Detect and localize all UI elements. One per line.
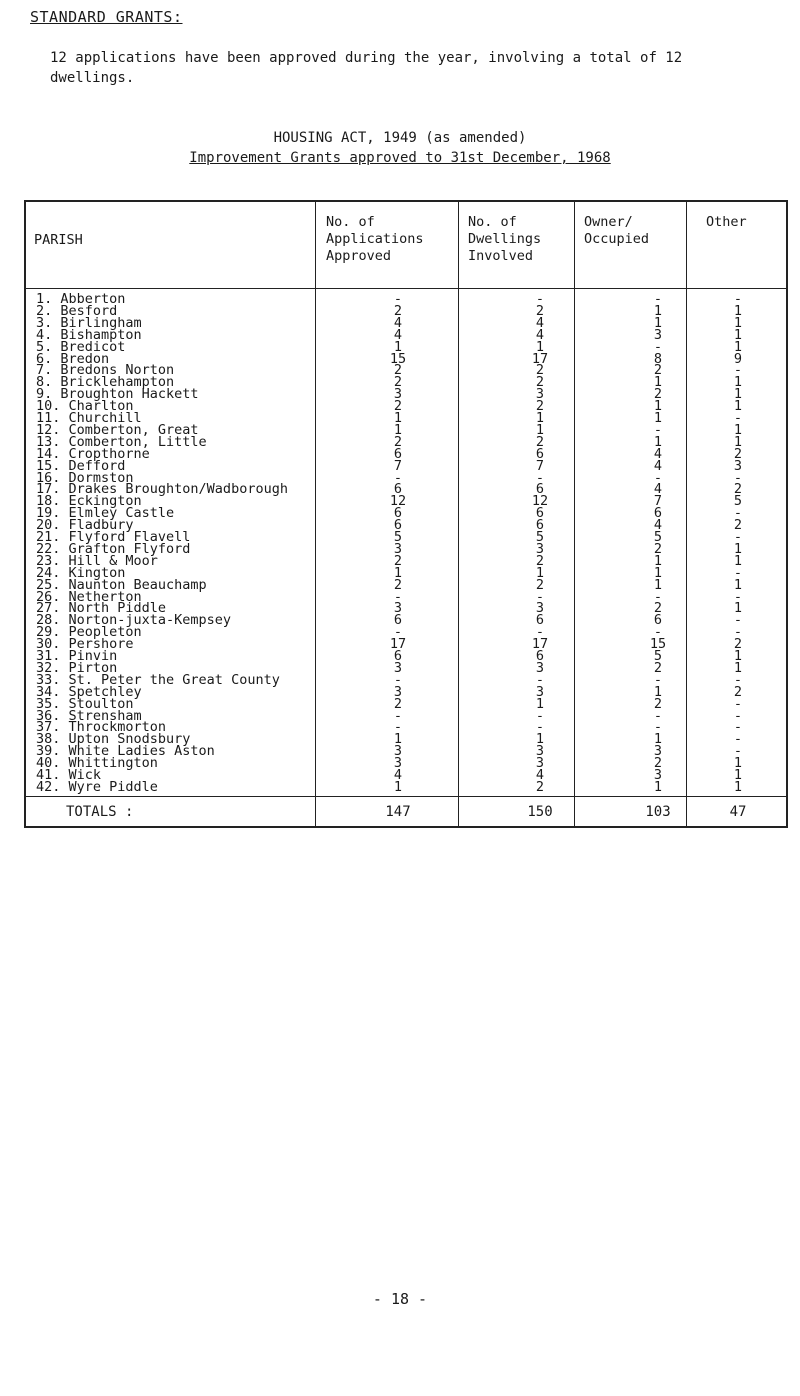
applications-cell: 6 [393,612,403,629]
dwellings-cell: 3 [535,683,545,700]
dwellings-cell: 3 [535,743,545,760]
parish-name: 32. Pirton [36,659,118,676]
owner-occupied-cell: 6 [653,505,663,522]
dwellings-cell: 2 [535,302,545,319]
owner-occupied-cell: 5 [653,648,663,664]
other-cell: - [733,743,743,760]
owner-occupied-cell: - [653,291,663,307]
other-cell: - [733,731,743,748]
page-number: - 18 - [372,1290,428,1308]
other-cell: 1 [733,540,743,557]
owner-occupied-cell: 5 [653,529,663,545]
other-cell: - [733,624,743,641]
other-cell: 1 [733,767,743,783]
applications-cell: 3 [393,540,403,557]
owner-occupied-cell: 8 [653,350,663,367]
owner-occupied-cell: 2 [653,540,663,557]
parish-name: 30. Pershore [36,636,134,653]
parish-name: 27. North Piddle [36,600,167,617]
header-owner [584,214,649,248]
other-cell: 1 [733,314,743,331]
grants-table [24,200,788,828]
parish-name: 19. Elmley Castle [36,505,175,522]
parish-name: 23. Hill & Moor [36,552,158,569]
dwellings-cell: 3 [535,540,545,557]
dwellings-cell: 17 [531,350,549,367]
owner-occupied-cell: 1 [653,731,663,748]
applications-cell: 1 [393,410,403,426]
other-cell: 1 [733,778,743,795]
applications-cell: 2 [393,576,403,593]
totals-other: 47 [729,804,747,820]
header-applications-line: Approved [326,248,392,264]
owner-occupied-cell: 1 [653,314,663,331]
header-dwellings-line: Dwellings [468,231,542,247]
owner-occupied-cell: 2 [653,755,663,772]
owner-occupied-cell: - [653,421,663,438]
parish-name: 39. White Ladies Aston [36,743,215,760]
dwellings-cell: 6 [535,517,545,534]
other-cell: - [733,588,743,605]
applications-cell: 12 [389,493,407,510]
totals-label: TOTALS : [66,804,134,820]
dwellings-cell: 3 [535,755,545,772]
parish-name: 16. Dormston [36,469,134,486]
applications-cell: - [393,469,403,486]
applications-cell: 2 [393,695,403,712]
parish-name: 25. Naunton Beauchamp [36,576,207,593]
dwellings-cell: 3 [535,659,545,676]
applications-cell: 3 [393,386,403,403]
owner-occupied-cell: - [653,338,663,355]
parish-name: 9. Broughton Hackett [36,386,199,403]
applications-cell: 4 [393,767,403,783]
applications-cell: 5 [393,529,403,545]
dwellings-cell: 1 [535,421,545,438]
applications-cell: - [393,707,403,724]
applications-cell: 7 [393,457,403,474]
dwellings-cell: 4 [535,767,545,783]
other-cell: 1 [733,552,743,569]
dwellings-cell: 6 [535,445,545,462]
dwellings-cell: 6 [535,481,545,498]
other-cell: 2 [733,683,743,700]
dwellings-cell: 7 [535,457,545,474]
totals-dwellings: 150 [527,804,553,820]
applications-cell: 1 [393,564,403,581]
other-cell: - [733,564,743,581]
parish-name: 29. Peopleton [36,624,142,641]
other-cell: 1 [733,600,743,617]
other-cell: - [733,695,743,712]
dwellings-cell: 6 [535,612,545,629]
other-cell: 5 [733,493,743,510]
parish-name: 24. Kington [36,564,126,581]
header-applications-line: No. of [326,214,375,230]
dwellings-cell: 2 [535,398,545,415]
dwellings-cell: 1 [535,338,545,355]
applications-cell: 6 [393,481,403,498]
dwellings-cell: 3 [535,600,545,617]
parish-name: 21. Flyford Flavell [36,529,191,545]
other-cell: - [733,671,743,688]
parish-name: 26. Netherton [36,588,142,605]
applications-cell: 3 [393,683,403,700]
intro-paragraph: 12 applications have been approved during the year, involving a total of 12 dwellings. [50,50,683,86]
owner-occupied-cell: 2 [653,659,663,676]
owner-occupied-cell: 4 [653,517,663,534]
header-owner-line: Occupied [584,231,650,247]
table-subtitle-text: Improvement Grants approved to 31st December, 1968 [189,150,611,166]
applications-cell: 3 [393,743,403,760]
dwellings-cell: - [535,671,545,688]
parish-name: 15. Defford [36,457,126,474]
dwellings-cell: 2 [535,778,545,795]
parish-name: 11. Churchill [36,410,142,426]
other-cell: 9 [733,350,743,367]
other-cell: 1 [733,755,743,772]
applications-cell: 3 [393,755,403,772]
other-cell: 1 [733,386,743,403]
parish-name: 37. Throckmorton [36,719,167,736]
other-cell: 1 [733,648,743,664]
totals-rule [26,796,786,797]
dwellings-cell: 2 [535,576,545,593]
other-cell: 1 [733,576,743,593]
table-row [26,648,786,664]
parish-name: 2. Besford [36,302,118,319]
table-row [26,505,786,522]
other-cell: - [733,719,743,736]
table-row [26,457,786,474]
header-dwellings [468,214,541,265]
dwellings-cell: - [535,469,545,486]
other-cell: - [733,529,743,545]
applications-cell: 1 [393,731,403,748]
table-row [26,386,786,403]
dwellings-cell: 2 [535,433,545,450]
parish-name: 36. Strensham [36,707,142,724]
other-cell: - [733,505,743,522]
dwellings-cell: - [535,588,545,605]
owner-occupied-cell: - [653,624,663,641]
applications-cell: 17 [389,636,407,653]
parish-name: 28. Norton-juxta-Kempsey [36,612,232,629]
owner-occupied-cell: 6 [653,612,663,629]
dwellings-cell: 17 [531,636,549,653]
parish-name: 42. Wyre Piddle [36,778,158,795]
applications-cell: 2 [393,433,403,450]
parish-name: 14. Cropthorne [36,445,150,462]
other-cell: 2 [733,481,743,498]
applications-cell: 6 [393,505,403,522]
act-title: HOUSING ACT, 1949 (as amended) [273,130,527,146]
parish-name: 33. St. Peter the Great County [36,671,280,688]
other-cell: 2 [733,636,743,653]
owner-occupied-cell: 4 [653,445,663,462]
parish-name: 40. Whittington [36,755,158,772]
parish-name: 6. Bredon [36,350,110,367]
applications-cell: 3 [393,600,403,617]
owner-occupied-cell: 1 [653,433,663,450]
parish-name: 17. Drakes Broughton/Wadborough [36,481,288,498]
dwellings-cell: 1 [535,695,545,712]
header-owner-line: Owner/ [584,214,633,230]
applications-cell: 6 [393,517,403,534]
owner-occupied-cell: 3 [653,767,663,783]
parish-name: 13. Comberton, Little [36,433,207,450]
other-cell: 2 [733,445,743,462]
applications-cell: 1 [393,778,403,795]
applications-cell: - [393,624,403,641]
applications-cell: 2 [393,398,403,415]
owner-occupied-cell: 4 [653,457,663,474]
parish-name: 10. Charlton [36,398,134,415]
owner-occupied-cell: 1 [653,552,663,569]
table-subtitle [0,150,800,166]
dwellings-cell: 2 [535,362,545,379]
parish-name: 8. Bricklehampton [36,374,175,391]
owner-occupied-cell: 7 [653,493,663,510]
other-cell: 1 [733,374,743,391]
applications-cell: 3 [393,659,403,676]
parish-name: 18. Eckington [36,493,142,510]
parish-name: 3. Birlingham [36,314,142,331]
owner-occupied-cell: 1 [653,576,663,593]
other-cell: 1 [733,421,743,438]
dwellings-cell: 4 [535,314,545,331]
applications-cell: - [393,588,403,605]
dwellings-cell: - [535,707,545,724]
owner-occupied-cell: 2 [653,386,663,403]
owner-occupied-cell: - [653,588,663,605]
owner-occupied-cell: 1 [653,683,663,700]
owner-occupied-cell: 4 [653,481,663,498]
section-heading: STANDARD GRANTS: [30,8,183,26]
other-cell: 1 [733,433,743,450]
parish-name: 35. Stoulton [36,695,134,712]
dwellings-cell: 12 [531,493,549,510]
owner-occupied-cell: 1 [653,778,663,795]
owner-occupied-cell: - [653,707,663,724]
parish-name: 4. Bishampton [36,326,142,343]
parish-name: 31. Pinvin [36,648,118,664]
header-dwellings-line: Involved [468,248,534,264]
parish-name: 7. Bredons Norton [36,362,175,379]
other-cell: 1 [733,659,743,676]
applications-cell: 4 [393,314,403,331]
parish-name: 41. Wick [36,767,102,783]
parish-name: 20. Fladbury [36,517,134,534]
dwellings-cell: - [535,624,545,641]
other-cell: - [733,707,743,724]
other-cell: - [733,291,743,307]
dwellings-cell: 1 [535,410,545,426]
owner-occupied-cell: 2 [653,362,663,379]
header-parish: PARISH [34,232,83,248]
other-cell: 1 [733,326,743,343]
dwellings-cell: 6 [535,648,545,664]
applications-cell: 6 [393,445,403,462]
owner-occupied-cell: 1 [653,410,663,426]
parish-name: 38. Upton Snodsbury [36,731,191,748]
applications-cell: 1 [393,421,403,438]
other-cell: - [733,612,743,629]
table-row [26,326,786,343]
owner-occupied-cell: - [653,469,663,486]
dwellings-cell: 3 [535,386,545,403]
other-cell: - [733,362,743,379]
header-rule [26,288,786,289]
dwellings-cell: 2 [535,374,545,391]
owner-occupied-cell: 1 [653,302,663,319]
parish-name: 34. Spetchley [36,683,142,700]
header-dwellings-line: No. of [468,214,517,230]
owner-occupied-cell: - [653,719,663,736]
header-other: Other [706,214,747,230]
totals-applications: 147 [385,804,411,820]
parish-name: 5. Bredicot [36,338,126,355]
applications-cell: 2 [393,374,403,391]
applications-cell: - [393,671,403,688]
table-row [26,624,786,641]
dwellings-cell: - [535,719,545,736]
applications-cell: - [393,719,403,736]
table-row [26,683,786,700]
other-cell: 1 [733,398,743,415]
owner-occupied-cell: 2 [653,695,663,712]
owner-occupied-cell: 1 [653,564,663,581]
applications-cell: 2 [393,552,403,569]
other-cell: - [733,469,743,486]
owner-occupied-cell: 1 [653,374,663,391]
other-cell: 3 [733,457,743,474]
applications-cell: 2 [393,362,403,379]
owner-occupied-cell: 2 [653,600,663,617]
other-cell: 2 [733,517,743,534]
table-row [26,778,786,795]
dwellings-cell: 4 [535,326,545,343]
applications-cell: 15 [389,350,407,367]
table-row [26,755,786,772]
applications-cell: 4 [393,326,403,343]
dwellings-cell: 2 [535,552,545,569]
header-applications-line: Applications [326,231,424,247]
header-applications [326,214,424,265]
applications-cell: 2 [393,302,403,319]
owner-occupied-cell: 15 [649,636,667,653]
dwellings-cell: 1 [535,564,545,581]
applications-cell: 6 [393,648,403,664]
dwellings-cell: - [535,291,545,307]
table-row [26,338,786,355]
totals-row [26,798,786,826]
other-cell: 1 [733,302,743,319]
other-cell: - [733,410,743,426]
table-row [26,445,786,462]
dwellings-cell: 1 [535,731,545,748]
applications-cell: 1 [393,338,403,355]
parish-name: 1. Abberton [36,291,126,307]
dwellings-cell: 6 [535,505,545,522]
parish-name: 12. Comberton, Great [36,421,199,438]
table-row [26,552,786,569]
dwellings-cell: 5 [535,529,545,545]
parish-name: 22. Grafton Flyford [36,540,191,557]
owner-occupied-cell: 3 [653,743,663,760]
table-row [26,291,786,307]
table-row [26,636,786,653]
owner-occupied-cell: - [653,671,663,688]
owner-occupied-cell: 3 [653,326,663,343]
owner-occupied-cell: 1 [653,398,663,415]
other-cell: 1 [733,338,743,355]
totals-owner: 103 [645,804,671,820]
applications-cell: - [393,291,403,307]
